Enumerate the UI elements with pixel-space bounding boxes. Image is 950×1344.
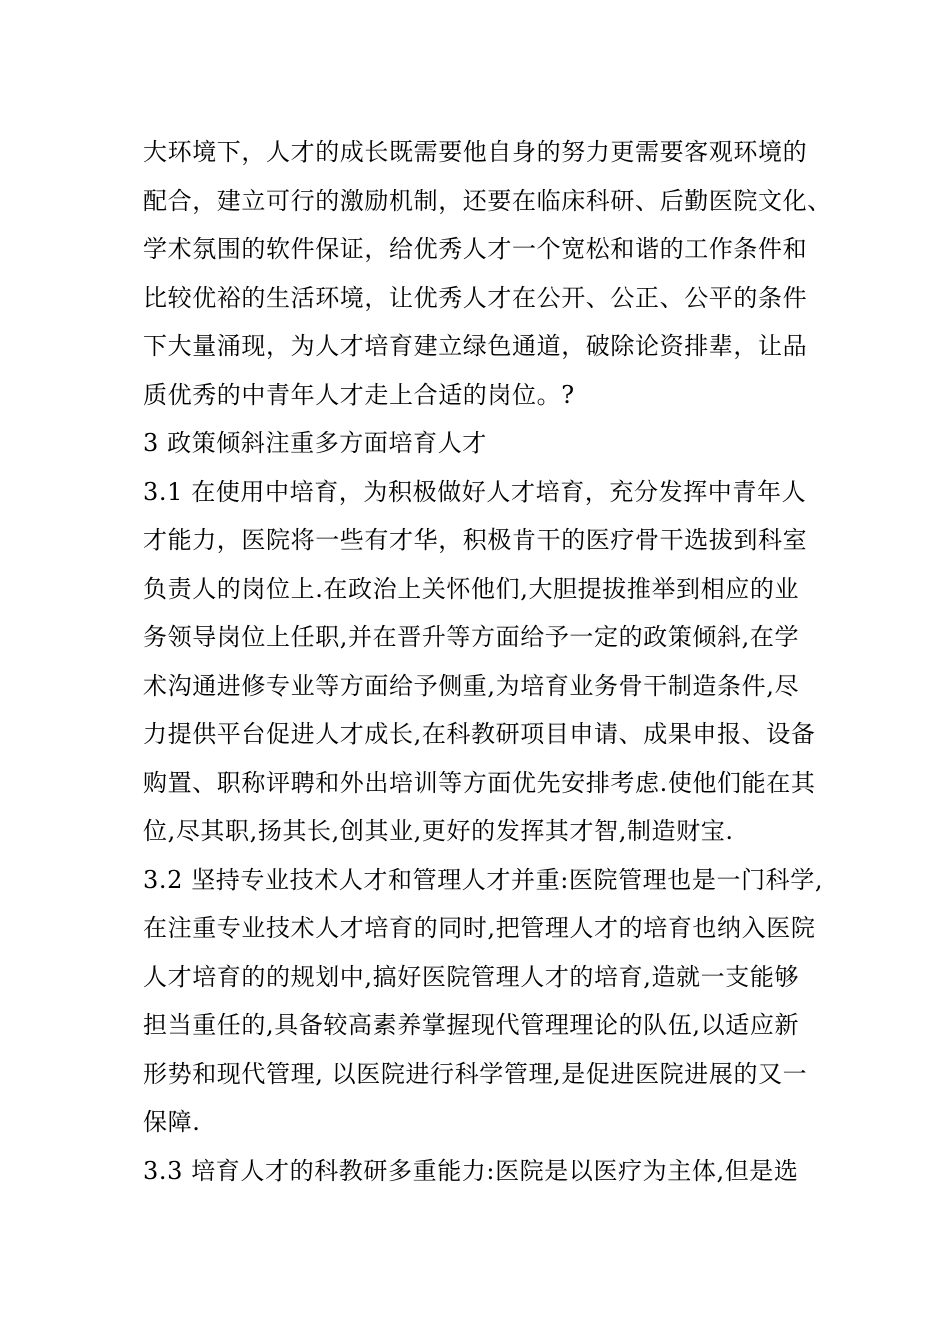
text-line: 负责人的岗位上.在政治上关怀他们,大胆提拔推举到相应的业 — [143, 574, 800, 603]
text-line: 力提供平台促进人才成长,在科教研项目申请、成果申报、设备 — [143, 720, 816, 748]
text-line: 术沟通进修专业等方面给予侧重,为培育业务骨干制造条件,尽 — [143, 671, 800, 700]
text-line: 配合，建立可行的激励机制，还要在临床科研、后勤医院文化、 — [143, 186, 832, 215]
section-heading: 3 政策倾斜注重多方面培育人才 — [143, 429, 487, 457]
text-line: 担当重任的,具备较高素养掌握现代管理理论的队伍,以适应新 — [143, 1011, 800, 1039]
text-line: 形势和现代管理, 以医院进行科学管理,是促进医院进展的又一 — [143, 1059, 808, 1088]
text-line: 购置、职称评聘和外出培训等方面优先安排考虑.使他们能在其 — [143, 768, 816, 797]
text-line: 才能力，医院将一些有才华，积极肯干的医疗骨干选拔到科室 — [143, 526, 808, 554]
text-line: 务领导岗位上任职,并在晋升等方面给予一定的政策倾斜,在学 — [143, 623, 800, 651]
text-line: 3.3 培育人才的科教研多重能力:医院是以医疗为主体,但是选 — [143, 1156, 799, 1185]
text-line: 在注重专业技术人才培育的同时,把管理人才的培育也纳入医院 — [143, 914, 816, 942]
text-line: 下大量涌现，为人才培育建立绿色通道，破除论资排辈，让品 — [143, 332, 808, 360]
text-line: 人才培育的的规划中,搞好医院管理人才的培育,造就一支能够 — [143, 962, 800, 991]
text-line: 质优秀的中青年人才走上合适的岗位。? — [143, 380, 575, 409]
text-line: 比较优裕的生活环境，让优秀人才在公开、公正、公平的条件 — [143, 283, 808, 312]
text-line: 大环境下，人才的成长既需要他自身的努力更需要客观环境的 — [143, 138, 808, 166]
body-text — [143, 128, 832, 1195]
text-line: 3.1 在使用中培育，为积极做好人才培育，充分发挥中青年人 — [143, 477, 807, 506]
text-line: 学术氛围的软件保证，给优秀人才一个宽松和谐的工作条件和 — [143, 235, 808, 263]
text-line: 3.2 坚持专业技术人才和管理人才并重:医院管理也是一门科学, — [143, 865, 824, 894]
text-line: 位,尽其职,扬其长,创其业,更好的发挥其才智,制造财宝. — [143, 817, 734, 845]
text-line: 保障. — [143, 1108, 201, 1136]
